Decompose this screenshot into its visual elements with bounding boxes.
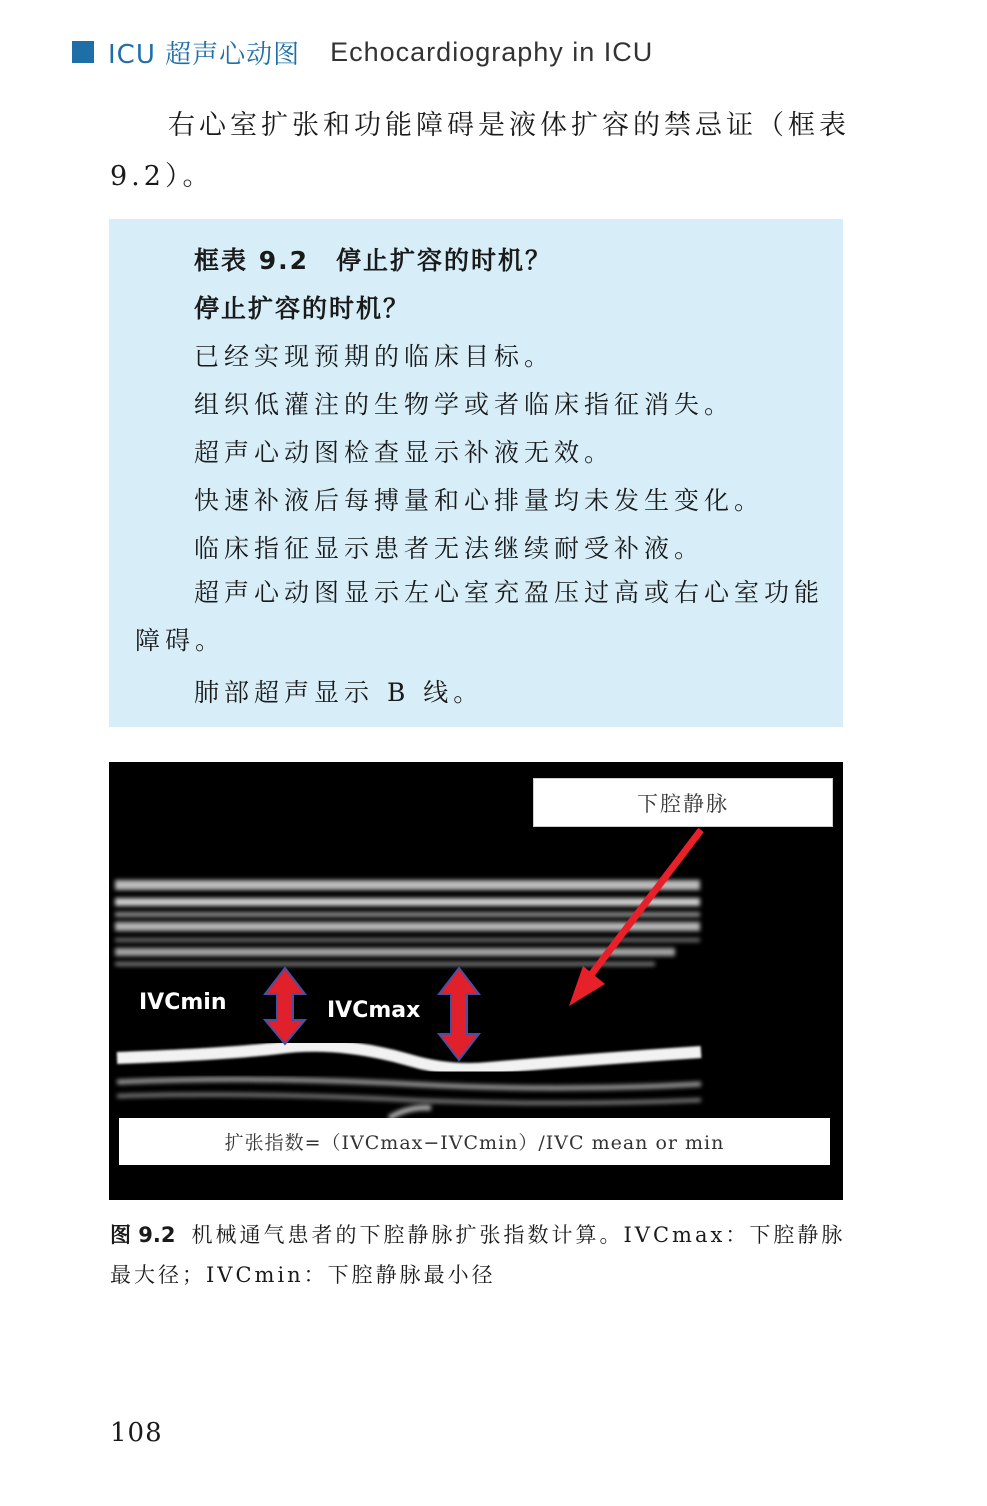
running-header: [72, 32, 653, 72]
ultrasound-figure: [109, 762, 843, 1200]
caption-text: 机械通气患者的下腔静脉扩张指数计算。IVCmax：下腔静脉最大径；IVCmin：下腔静脉最小径: [110, 1223, 846, 1287]
ivc-min-label: IVCmin: [139, 990, 227, 1015]
ivc-max-label: IVCmax: [327, 998, 421, 1023]
pointer-arrow-icon: [569, 830, 701, 1006]
box-item: 超声心动图显示左心室充盈压过高或右心室功能障碍。: [135, 578, 825, 655]
body-paragraph: 右心室扩张和功能障碍是液体扩容的禁忌证（框表 9.2）。: [110, 110, 850, 192]
page-number: 108: [110, 1418, 163, 1448]
text-box-9-2: [109, 219, 843, 727]
formula-label: 扩张指数=（IVCmax−IVCmin）/IVC mean or min: [119, 1118, 830, 1165]
box-item: 超声心动图检查显示补液无效。: [194, 438, 615, 467]
book-title-en: Echocardiography in ICU: [330, 36, 654, 67]
box-item: 临床指征显示患者无法继续耐受补液。: [194, 534, 705, 563]
box-item: 肺部超声显示 B 线。: [194, 678, 484, 707]
box-item: 已经实现预期的临床目标。: [194, 342, 555, 371]
double-arrow-icon: [265, 968, 305, 1044]
box-item: 快速补液后每搏量和心排量均未发生变化。: [194, 486, 765, 515]
caption-number: 图 9.2: [110, 1223, 176, 1247]
header-square-icon: [72, 41, 94, 63]
box-item: 组织低灌注的生物学或者临床指征消失。: [194, 390, 735, 419]
box-title: 框表 9.2 停止扩容的时机？: [194, 246, 552, 275]
book-title-cn: ICU 超声心动图: [108, 39, 301, 70]
figure-caption: [110, 1215, 850, 1295]
vessel-label: 下腔静脉: [533, 778, 833, 827]
double-arrow-icon: [439, 968, 479, 1060]
box-subtitle: 停止扩容的时机？: [194, 294, 411, 323]
